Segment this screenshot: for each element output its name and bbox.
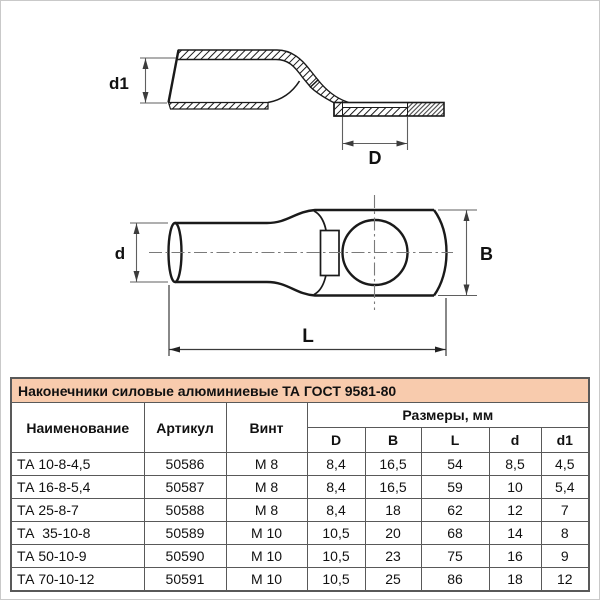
cell-L: 86 <box>421 568 489 592</box>
cell-name: ТА 50-10-9 <box>11 545 144 568</box>
dim-label-D: D <box>368 148 382 168</box>
cell-B: 16,5 <box>365 476 421 499</box>
cell-d1: 8 <box>541 522 589 545</box>
dim-label-d1: d1 <box>109 74 129 93</box>
cell-d: 12 <box>489 499 541 522</box>
cell-d: 10 <box>489 476 541 499</box>
cell-sku: 50587 <box>144 476 226 499</box>
side-section-view <box>109 50 444 168</box>
technical-drawing <box>1 1 600 377</box>
header-sku: Артикул <box>144 403 226 453</box>
cell-d: 18 <box>489 568 541 592</box>
header-dim-B: B <box>365 428 421 453</box>
table-row <box>11 453 589 476</box>
lug-spec-table <box>10 377 590 592</box>
table-row <box>11 568 589 592</box>
table-title-row <box>11 378 589 403</box>
cell-L: 62 <box>421 499 489 522</box>
cell-screw: М 10 <box>226 522 307 545</box>
cell-L: 75 <box>421 545 489 568</box>
dim-label-B: B <box>480 244 493 264</box>
cell-B: 16,5 <box>365 453 421 476</box>
cell-B: 18 <box>365 499 421 522</box>
cell-screw: М 10 <box>226 545 307 568</box>
cell-B: 23 <box>365 545 421 568</box>
cell-D: 8,4 <box>307 499 365 522</box>
cell-d1: 5,4 <box>541 476 589 499</box>
cell-D: 8,4 <box>307 453 365 476</box>
cell-sku: 50591 <box>144 568 226 592</box>
cell-D: 10,5 <box>307 522 365 545</box>
table-header-row-1 <box>11 403 589 428</box>
cell-sku: 50589 <box>144 522 226 545</box>
header-dim-D: D <box>307 428 365 453</box>
cell-d1: 7 <box>541 499 589 522</box>
dim-label-L: L <box>302 326 314 347</box>
table-row <box>11 522 589 545</box>
cell-B: 20 <box>365 522 421 545</box>
header-dim-L: L <box>421 428 489 453</box>
header-name: Наименование <box>11 403 144 453</box>
cell-d: 16 <box>489 545 541 568</box>
cell-d1: 4,5 <box>541 453 589 476</box>
table-row <box>11 545 589 568</box>
cell-screw: М 8 <box>226 476 307 499</box>
top-view <box>115 195 493 356</box>
table-row <box>11 476 589 499</box>
cell-sku: 50588 <box>144 499 226 522</box>
cell-D: 10,5 <box>307 568 365 592</box>
cell-d: 8,5 <box>489 453 541 476</box>
cell-name: ТА 16-8-5,4 <box>11 476 144 499</box>
table-title: Наконечники силовые алюминиевые ТА ГОСТ 9581-80 <box>11 378 589 403</box>
cell-screw: М 8 <box>226 453 307 476</box>
header-dim-d1: d1 <box>541 428 589 453</box>
cell-name: ТА 70-10-12 <box>11 568 144 592</box>
cell-sku: 50590 <box>144 545 226 568</box>
cell-sku: 50586 <box>144 453 226 476</box>
cell-d1: 9 <box>541 545 589 568</box>
cell-d: 14 <box>489 522 541 545</box>
cell-D: 10,5 <box>307 545 365 568</box>
cell-B: 25 <box>365 568 421 592</box>
cell-D: 8,4 <box>307 476 365 499</box>
header-screw: Винт <box>226 403 307 453</box>
cell-screw: М 8 <box>226 499 307 522</box>
cell-d1: 12 <box>541 568 589 592</box>
cell-L: 54 <box>421 453 489 476</box>
cell-screw: М 10 <box>226 568 307 592</box>
cell-L: 59 <box>421 476 489 499</box>
header-dim-d: d <box>489 428 541 453</box>
table-row <box>11 499 589 522</box>
header-dims-group: Размеры, мм <box>307 403 589 428</box>
dim-label-d: d <box>114 244 126 263</box>
cell-name: ТА 10-8-4,5 <box>11 453 144 476</box>
cell-L: 68 <box>421 522 489 545</box>
cell-name: ТА 25-8-7 <box>11 499 144 522</box>
cell-name: ТА 35-10-8 <box>11 522 144 545</box>
